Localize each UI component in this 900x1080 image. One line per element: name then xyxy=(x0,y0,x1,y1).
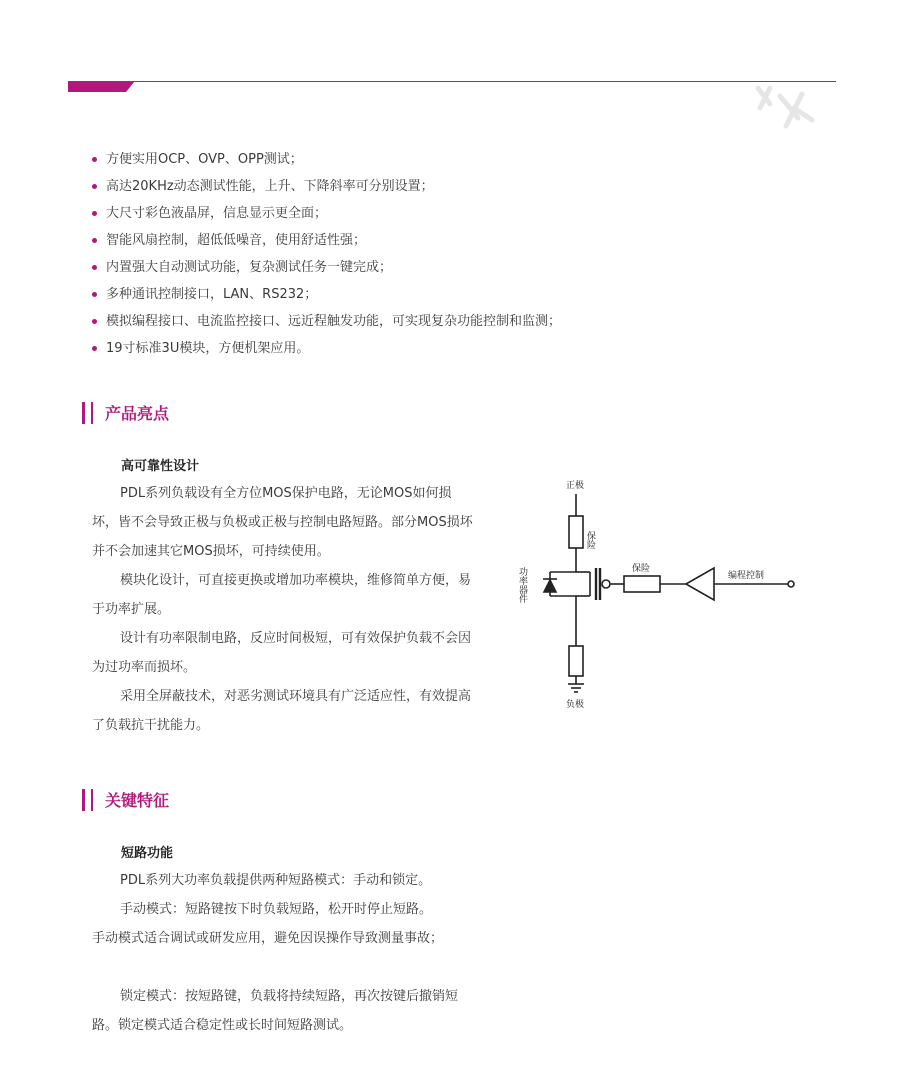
heading-bar-icon xyxy=(82,402,85,424)
highlights-heading xyxy=(82,401,169,424)
feature-item: 方便实用OCP、OVP、OPP测试； xyxy=(92,146,561,173)
feature-item: 高达20KHz动态测试性能，上升、下降斜率可分别设置； xyxy=(92,173,561,200)
bullet-dot-icon xyxy=(92,238,97,243)
feature-item: 多种通讯控制接口，LAN、RS232； xyxy=(92,281,561,308)
protection-circuit-diagram xyxy=(506,470,806,720)
heading-bar-icon xyxy=(91,789,93,811)
key-features-paragraph: 锁定模式：按短路键，负载将持续短路，再次按键后撤销短路。锁定模式适合稳定性或长时间短路测试。 xyxy=(92,989,459,1033)
feature-item: 大尺寸彩色液晶屏，信息显示更全面； xyxy=(92,200,561,227)
key-features-heading xyxy=(82,788,169,811)
feature-item: 智能风扇控制，超低低噪音，使用舒适性强； xyxy=(92,227,561,254)
key-features-paragraph: 手动模式适合调试或研发应用，避免因误操作导致测量事故； xyxy=(92,931,444,946)
header-rule xyxy=(68,81,836,82)
fuse-horizontal-icon xyxy=(624,576,660,592)
section-title: 产品亮点 xyxy=(105,404,170,423)
feature-item: 模拟编程接口、电流监控接口、远近程触发功能，可实现复杂功能控制和监测； xyxy=(92,308,561,335)
feature-list xyxy=(92,146,561,362)
terminal-icon xyxy=(788,581,794,587)
bullet-dot-icon xyxy=(92,211,97,216)
diode-icon xyxy=(544,580,556,592)
bullet-dot-icon xyxy=(92,184,97,189)
highlights-paragraph: 模块化设计，可直接更换或增加功率模块，维修简单方便，易于功率扩展。 xyxy=(92,573,472,617)
highlights-paragraph: PDL系列负载设有全方位MOS保护电路，无论MOS如何损坏，皆不会导致正极与负极或正极与控制电路短路。部分MOS损坏并不会加速其它MOS损坏，可持续使用。 xyxy=(92,486,473,559)
highlights-subtitle: 高可靠性设计 xyxy=(121,459,200,474)
fuse-horizontal-label: 保险 xyxy=(632,564,651,574)
amplifier-icon xyxy=(686,568,714,600)
feature-item: 19寸标准3U模块，方便机架应用。 xyxy=(92,335,561,362)
fuse-vertical-label: 保险 xyxy=(585,531,595,549)
key-features-paragraph: PDL系列大功率负载提供两种短路模式：手动和锁定。 xyxy=(120,873,432,888)
power-device-label: 功率器件 xyxy=(517,567,527,603)
header-accent-tab xyxy=(68,82,134,92)
feature-item: 内置强大自动测试功能，复杂测试任务一键完成； xyxy=(92,254,561,281)
fuse-vertical-icon xyxy=(569,516,583,548)
highlights-paragraph: 设计有功率限制电路，反应时间极短，可有效保护负载不会因为过功率而损坏。 xyxy=(92,631,472,675)
gate-inverter-icon xyxy=(602,580,610,588)
resistor-icon xyxy=(569,646,583,676)
highlights-paragraph: 采用全屏蔽技术，对恶劣测试环境具有广泛适应性，有效提高了负载抗干扰能力。 xyxy=(92,689,472,733)
heading-bar-icon xyxy=(91,402,93,424)
bullet-dot-icon xyxy=(92,292,97,297)
bullet-dot-icon xyxy=(92,346,97,351)
section-title: 关键特征 xyxy=(105,791,170,810)
key-features-paragraph: 手动模式：短路键按下时负载短路，松开时停止短路。 xyxy=(120,902,433,917)
bullet-dot-icon xyxy=(92,265,97,270)
heading-bar-icon xyxy=(82,789,85,811)
negative-label: 负极 xyxy=(566,700,585,710)
program-control-label: 编程控制 xyxy=(728,571,765,581)
bullet-dot-icon xyxy=(92,157,97,162)
key-features-subtitle: 短路功能 xyxy=(121,846,174,861)
positive-label: 正极 xyxy=(566,481,585,491)
watermark-logo-icon xyxy=(740,78,830,138)
bullet-dot-icon xyxy=(92,319,97,324)
